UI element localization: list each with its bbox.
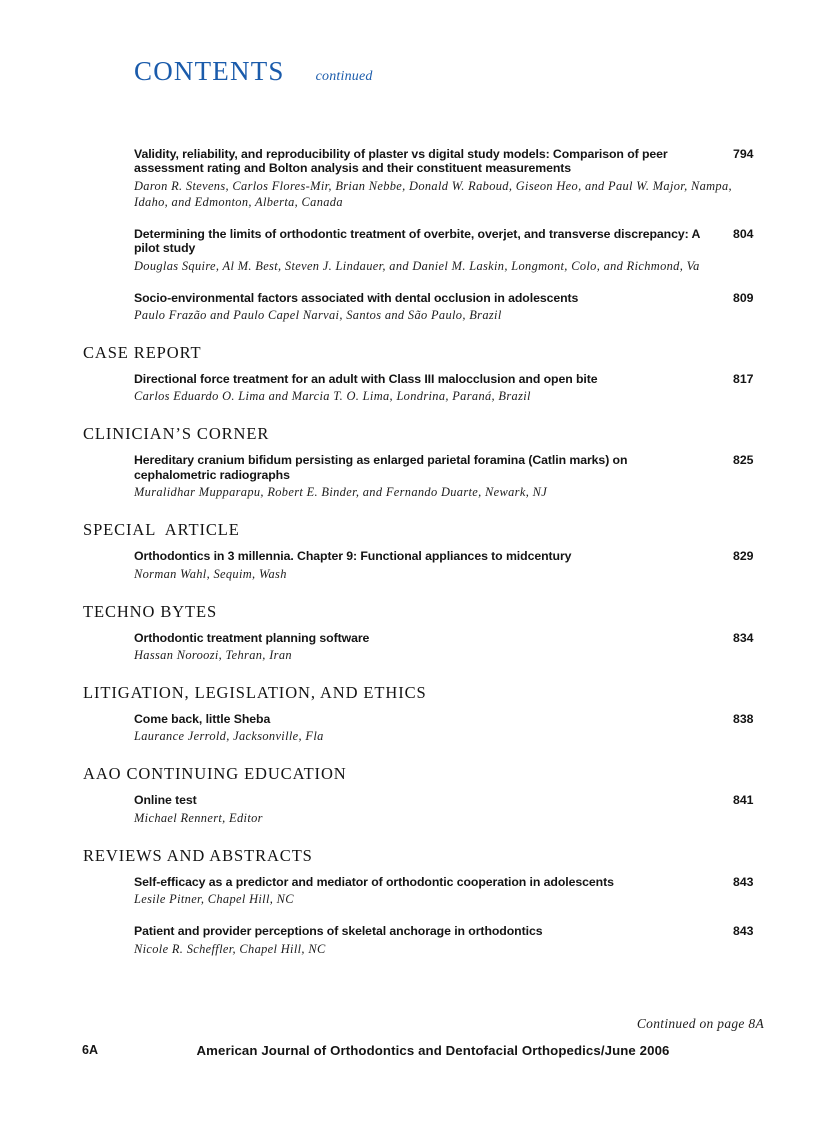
entry-page-number[interactable]: 841 xyxy=(733,793,754,808)
masthead xyxy=(134,58,373,85)
toc-entry[interactable] xyxy=(0,291,838,323)
toc-entry[interactable] xyxy=(0,712,838,744)
toc-section xyxy=(0,343,838,404)
entry-page-number[interactable]: 794 xyxy=(733,147,754,161)
entry-title[interactable]: Validity, reliability, and reproducibility of plaster vs digital study models: Comparison of peer assessment rating and Bolton analysis and their constituent measurements xyxy=(134,147,668,176)
entry-authors: Nicole R. Scheffler, Chapel Hill, NC xyxy=(134,941,326,956)
entry-page-number[interactable]: 838 xyxy=(733,712,754,727)
section-heading: AAO CONTINUING EDUCATION xyxy=(83,764,347,784)
toc-entry-list xyxy=(0,549,838,581)
entry-title[interactable]: Come back, little Sheba xyxy=(134,712,271,727)
entry-title[interactable]: Directional force treatment for an adult with Class III malocclusion and open bite xyxy=(134,372,598,387)
entry-authors: Laurance Jerrold, Jacksonville, Fla xyxy=(134,729,324,744)
entry-page-number[interactable]: 825 xyxy=(733,453,754,468)
entry-authors: Daron R. Stevens, Carlos Flores-Mir, Brian Nebbe, Donald W. Raboud, Giseon Heo, and Paul W. Major, Nampa, Idaho, and Edmonton, Alberta, Canada xyxy=(134,178,732,209)
toc-section xyxy=(0,147,838,323)
entry-title[interactable]: Orthodontics in 3 millennia. Chapter 9: Functional appliances to midcentury xyxy=(134,549,572,564)
section-heading: CLINICIAN’S CORNER xyxy=(83,424,270,444)
entry-title[interactable]: Patient and provider perceptions of skeletal anchorage in orthodontics xyxy=(134,924,543,939)
section-heading: CASE REPORT xyxy=(83,343,202,363)
toc-entry[interactable] xyxy=(0,875,838,907)
masthead-continued-label: continued xyxy=(315,69,373,84)
entry-title[interactable]: Online test xyxy=(134,793,197,808)
toc-entry-list xyxy=(0,712,838,744)
entry-authors: Douglas Squire, Al M. Best, Steven J. Lindauer, and Daniel M. Laskin, Longmont, Colo, and Richmond, Va xyxy=(134,258,700,273)
toc-entry[interactable] xyxy=(0,227,838,274)
toc-section xyxy=(0,764,838,825)
section-heading: TECHNO BYTES xyxy=(83,601,218,621)
folio-number: 6A xyxy=(82,1043,98,1057)
toc-entry-list xyxy=(0,875,838,957)
page-footer xyxy=(0,1043,838,1063)
entry-title[interactable]: Orthodontic treatment planning software xyxy=(134,630,370,645)
entry-page-number[interactable]: 817 xyxy=(733,372,754,387)
entry-page-number[interactable]: 843 xyxy=(733,874,754,889)
toc-entry-list xyxy=(0,453,838,500)
journal-citation-line: American Journal of Orthodontics and Dentofacial Orthopedics/June 2006 xyxy=(196,1043,670,1058)
continued-on-page-note: Continued on page 8A xyxy=(636,1016,764,1031)
toc-entry[interactable] xyxy=(0,453,838,500)
toc-entry[interactable] xyxy=(0,924,838,956)
toc-entry-list xyxy=(0,631,838,663)
toc-entry[interactable] xyxy=(0,793,838,825)
section-heading: REVIEWS AND ABSTRACTS xyxy=(83,845,313,865)
entry-authors: Michael Rennert, Editor xyxy=(134,810,263,825)
toc-section xyxy=(0,846,838,957)
table-of-contents xyxy=(0,147,838,957)
section-heading: SPECIAL ARTICLE xyxy=(83,520,240,540)
toc-entry-list xyxy=(0,147,838,323)
toc-entry[interactable] xyxy=(0,147,838,210)
entry-authors: Norman Wahl, Sequim, Wash xyxy=(134,566,287,581)
toc-section xyxy=(0,683,838,744)
toc-section xyxy=(0,602,838,663)
entry-authors: Carlos Eduardo O. Lima and Marcia T. O. Lima, Londrina, Paraná, Brazil xyxy=(134,389,531,404)
entry-page-number[interactable]: 834 xyxy=(733,630,754,645)
toc-entry[interactable] xyxy=(0,631,838,663)
entry-title[interactable]: Hereditary cranium bifidum persisting as enlarged parietal foramina (Catlin marks) on cephalometric radiographs xyxy=(134,453,628,482)
toc-entry-list xyxy=(0,793,838,825)
entry-page-number[interactable]: 843 xyxy=(733,924,754,939)
entry-title[interactable]: Determining the limits of orthodontic treatment of overbite, overjet, and transverse discrepancy: A pilot study xyxy=(134,226,700,256)
entry-page-number[interactable]: 804 xyxy=(733,226,754,241)
toc-entry-list xyxy=(0,372,838,404)
toc-entry[interactable] xyxy=(0,372,838,404)
entry-authors: Paulo Frazão and Paulo Capel Narvai, Santos and São Paulo, Brazil xyxy=(134,308,502,323)
entry-authors: Hassan Noroozi, Tehran, Iran xyxy=(134,648,292,663)
toc-section xyxy=(0,424,838,500)
entry-page-number[interactable]: 809 xyxy=(733,290,754,305)
entry-page-number[interactable]: 829 xyxy=(733,549,754,564)
entry-title[interactable]: Self-efficacy as a predictor and mediator of orthodontic cooperation in adolescents xyxy=(134,874,614,889)
entry-title[interactable]: Socio-environmental factors associated with dental occlusion in adolescents xyxy=(134,290,579,305)
entry-authors: Lesile Pitner, Chapel Hill, NC xyxy=(134,892,294,907)
page-title: CONTENTS xyxy=(134,56,285,86)
section-heading: LITIGATION, LEGISLATION, AND ETHICS xyxy=(83,683,427,703)
toc-section xyxy=(0,520,838,581)
entry-authors: Muralidhar Mupparapu, Robert E. Binder, and Fernando Duarte, Newark, NJ xyxy=(134,485,548,500)
toc-entry[interactable] xyxy=(0,549,838,581)
